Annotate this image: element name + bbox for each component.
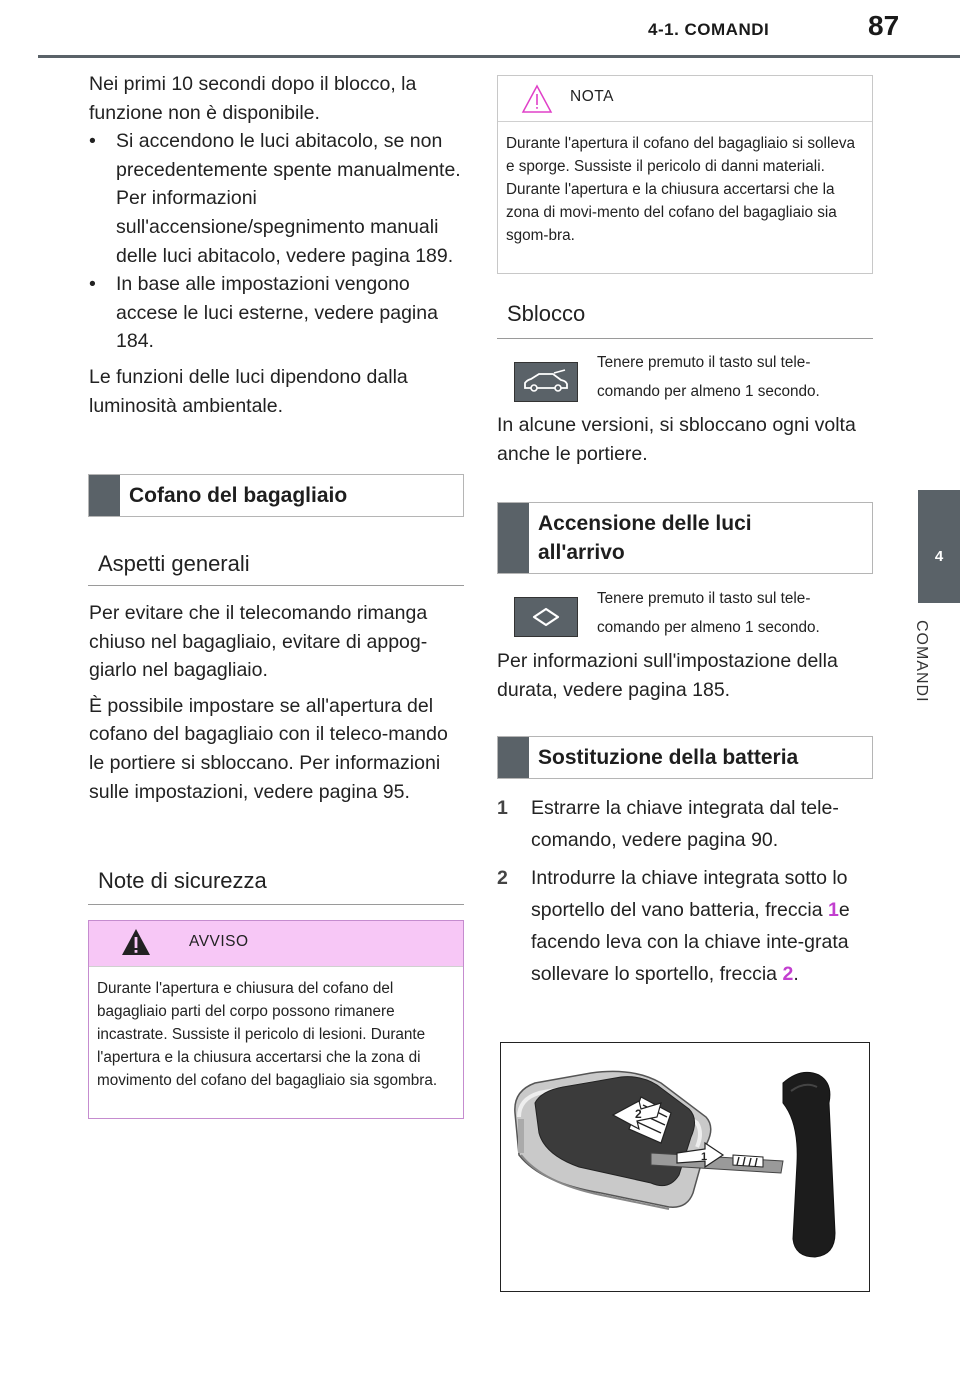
key-battery-figure: [500, 1042, 870, 1292]
general-paragraph-2: È possibile impostare se all'apertura del cofano del bagagliaio con il teleco-mando le portiere si sbloccano. Per informazioni sulle impostazioni, vedere pagina 95.: [89, 694, 448, 803]
subheading-rule: [497, 338, 873, 339]
key-note-sblocco: Tenere premuto il tasto sul tele- comando per almeno 1 secondo.: [597, 354, 820, 400]
header-section-title: 4-1. COMANDI: [648, 20, 770, 39]
section-bar: [498, 737, 529, 778]
section-title: Accensione delle luci all'arrivo: [538, 512, 752, 564]
warning-header: [89, 921, 463, 967]
note-triangle-icon: [521, 84, 553, 114]
subheading-sblocco: Sblocco: [507, 301, 586, 326]
arrivo-text: Per informazioni sull'impostazione della durata, vedere pagina 185.: [497, 650, 838, 701]
section-heading-cofano: [88, 474, 464, 517]
note-text: Durante l'apertura il cofano del bagagliaio si solleva e sporge. Sussiste il pericolo di danni materiali. Durante l'apertura e la chiusura accertarsi che la zona di movi-mento del cofano del bagagliaio sia sgom-bra.: [506, 135, 856, 244]
key-illustration: [501, 1043, 869, 1291]
section-bar: [89, 475, 120, 516]
sblocco-text: In alcune versioni, si sbloccano ogni volta anche le portiere.: [497, 414, 856, 465]
warning-triangle-icon: [121, 928, 151, 956]
subheading-rule: [88, 904, 464, 905]
light-key-icon: [514, 597, 578, 637]
general-paragraph-1: Per evitare che il telecomando rimanga chiuso nel bagagliaio, evitare di appog-giarlo nel bagagliaio.: [89, 602, 428, 682]
note-label: NOTA: [570, 88, 614, 105]
arrow-ref-2: 2: [782, 963, 794, 985]
warning-text: Durante l'apertura e chiusura del cofano del bagagliaio parti del corpo possono rimanere incastrate. Sussiste il pericolo di lesioni. Durante l'apertura e la chiusura accertarsi che la zona di movimento del cofano del bagagliaio sia sgombra.: [97, 980, 438, 1089]
car-unlock-key-icon: [514, 362, 578, 402]
section-title: Sostituzione della batteria: [538, 746, 799, 769]
chapter-tab-number: 4: [934, 548, 944, 565]
chapter-side-label: COMANDI: [913, 620, 930, 703]
battery-steps: [497, 792, 873, 990]
bullet-item: • Si accendono le luci abitacolo, se non precedentemente spente manualmente. Per informazioni sull'accensione/spegnimento manuali delle luci abitacolo, vedere pagina 189.: [89, 130, 461, 267]
section-bar: [498, 503, 529, 573]
note-box: [497, 75, 873, 274]
key-note-arrivo: Tenere premuto il tasto sul tele- comando per almeno 1 secondo.: [597, 590, 820, 636]
header-divider: [38, 55, 960, 58]
step-item: 2 Introdurre la chiave integrata sotto lo sportello del vano batteria, freccia 1e facendo leva con la chiave inte-grata sollevare lo sportello, freccia 2.: [497, 867, 850, 985]
chapter-tab: [918, 490, 960, 603]
lights-note: Le funzioni delle luci dipendono dalla luminosità ambientale.: [89, 365, 408, 417]
note-header: [498, 76, 872, 122]
subheading-sicurezza: Note di sicurezza: [98, 868, 267, 893]
left-general-block: [89, 599, 465, 806]
left-intro-block: [89, 70, 465, 420]
bullet-item: • In base alle impostazioni vengono accese le luci esterne, vedere pagina 184.: [89, 273, 438, 353]
warning-box: [88, 920, 464, 1119]
intro-paragraph: Nei primi 10 secondi dopo il blocco, la funzione non è disponibile.: [89, 73, 417, 124]
subheading-aspetti: Aspetti generali: [98, 551, 250, 576]
section-title: Cofano del bagagliaio: [129, 484, 348, 507]
figure-label-2: 2: [635, 1107, 642, 1121]
section-heading-arrivo: [497, 502, 873, 574]
arrow-ref-1: 1: [828, 899, 839, 921]
subheading-rule: [88, 585, 464, 586]
figure-label-1: 1: [701, 1151, 708, 1163]
step-item: 1 Estrarre la chiave integrata dal tele-comando, vedere pagina 90.: [497, 797, 839, 851]
page-number: 87: [868, 10, 900, 41]
section-heading-batteria: [497, 736, 873, 779]
warning-label: AVVISO: [189, 933, 249, 950]
